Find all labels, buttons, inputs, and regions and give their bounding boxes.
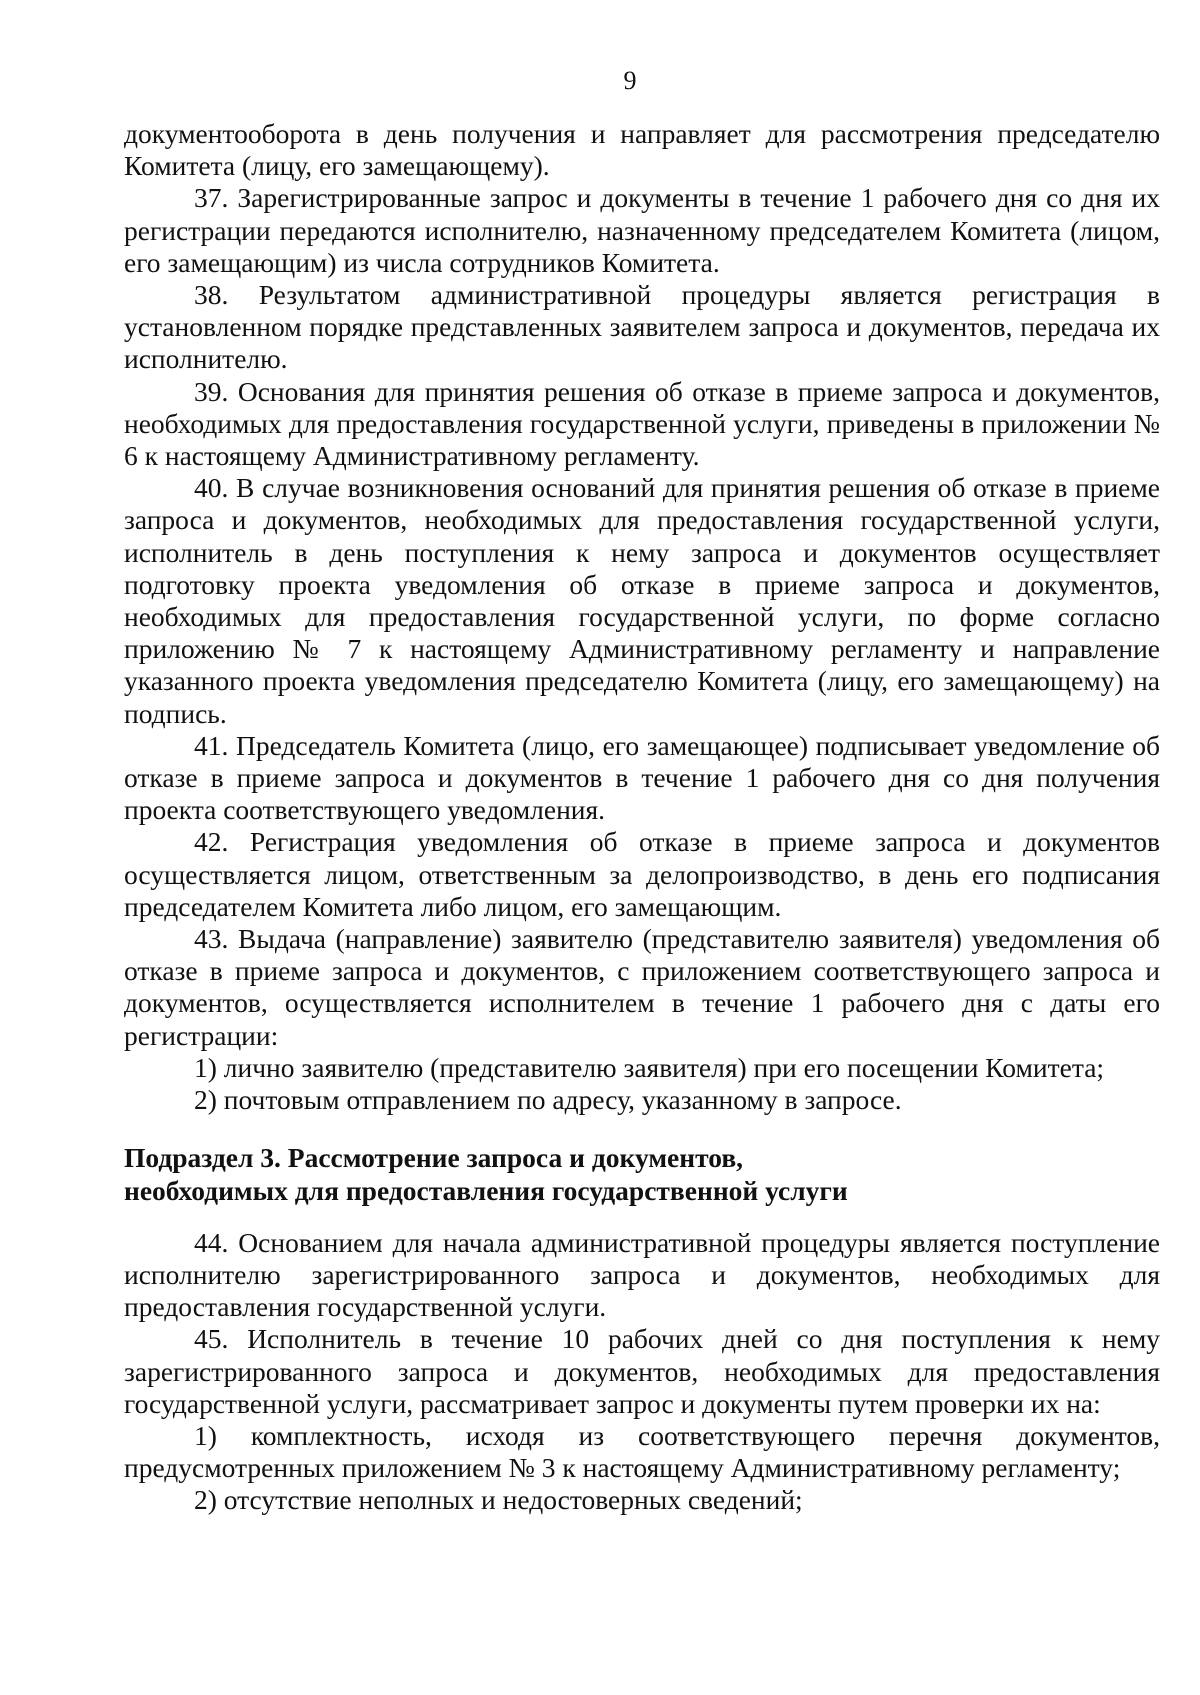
list-item-1-completeness: 1) комплектность, исходя из соответствующего перечня документов, предусмотренных приложением № 3 к настоящему Административному регламенту;	[124, 1419, 1160, 1484]
paragraph-42: 42. Регистрация уведомления об отказе в приеме запроса и документов осуществляется лицом, ответственным за делопроизводство, в день его подписания председателем Комитета либо лицом, его замещающим.	[124, 826, 1160, 922]
paragraphs-after-heading	[124, 1227, 1160, 1517]
paragraph-44: 44. Основанием для начала административной процедуры является поступление исполнителю зарегистрированного запроса и документов, необходимых для предоставления государственной услуги.	[124, 1226, 1160, 1323]
paragraph: документооборота в день получения и направляет для рассмотрения председателю Комитета (лицу, его замещающему).	[124, 118, 1160, 182]
paragraphs-before-heading	[124, 118, 1160, 1116]
paragraph-40: 40. В случае возникновения оснований для принятия решения об отказе в приеме запроса и документов, необходимых для предоставления государственной услуги, исполнитель в день поступления к нему запроса и документов осуществляет подготовку проекта уведомления об отказе в приеме запроса и документов, необходимых для предоставления государственной услуги, по форме согласно приложению № 7 к настоящему Административному регламенту и направление указанного проекта уведомления председателю Комитета (лицу, его замещающему) на подпись.	[124, 472, 1160, 729]
paragraph-37: 37. Зарегистрированные запрос и документы в течение 1 рабочего дня со дня их регистрации передаются исполнителю, назначенному председателем Комитета (лицом, его замещающим) из числа сотрудников Комитета.	[124, 182, 1160, 278]
list-item-1: 1) лично заявителю (представителю заявителя) при его посещении Комитета;	[194, 1051, 1105, 1083]
section-heading-line-2: необходимых для предоставления государственной услуги	[124, 1174, 848, 1206]
page-number: 9	[623, 66, 637, 95]
paragraph-45: 45. Исполнитель в течение 10 рабочих дней со дня поступления к нему зарегистрированного запроса и документов, необходимых для предоставления государственной услуги, рассматривает запрос и документы путем проверки их на:	[124, 1323, 1160, 1419]
paragraph-38: 38. Результатом административной процедуры является регистрация в установленном порядке представленных заявителем запроса и документов, передача их исполнителю.	[124, 279, 1160, 375]
paragraph-41: 41. Председатель Комитета (лицо, его замещающее) подписывает уведомление об отказе в приеме запроса и документов в течение 1 рабочего дня со дня получения проекта соответствующего уведомления.	[124, 729, 1160, 826]
document-body	[124, 118, 1160, 1517]
list-item-2: 2) почтовым отправлением по адресу, указанному в запросе.	[194, 1084, 902, 1116]
paragraph-39: 39. Основания для принятия решения об отказе в приеме запроса и документов, необходимых для предоставления государственной услуги, приведены в приложении № 6 к настоящему Административному регламенту.	[124, 375, 1160, 472]
section-heading	[124, 1142, 1160, 1206]
list-item-2-missing-info: 2) отсутствие неполных и недостоверных сведений;	[194, 1484, 803, 1516]
section-heading-line-1: Подраздел 3. Рассмотрение запроса и документов,	[124, 1142, 744, 1174]
paragraph-43: 43. Выдача (направление) заявителю (представителю заявителя) уведомления об отказе в приеме запроса и документов, с приложением соответствующего запроса и документов, осуществляется исполнителем в течение 1 рабочего дня с даты его регистрации:	[124, 923, 1160, 1051]
